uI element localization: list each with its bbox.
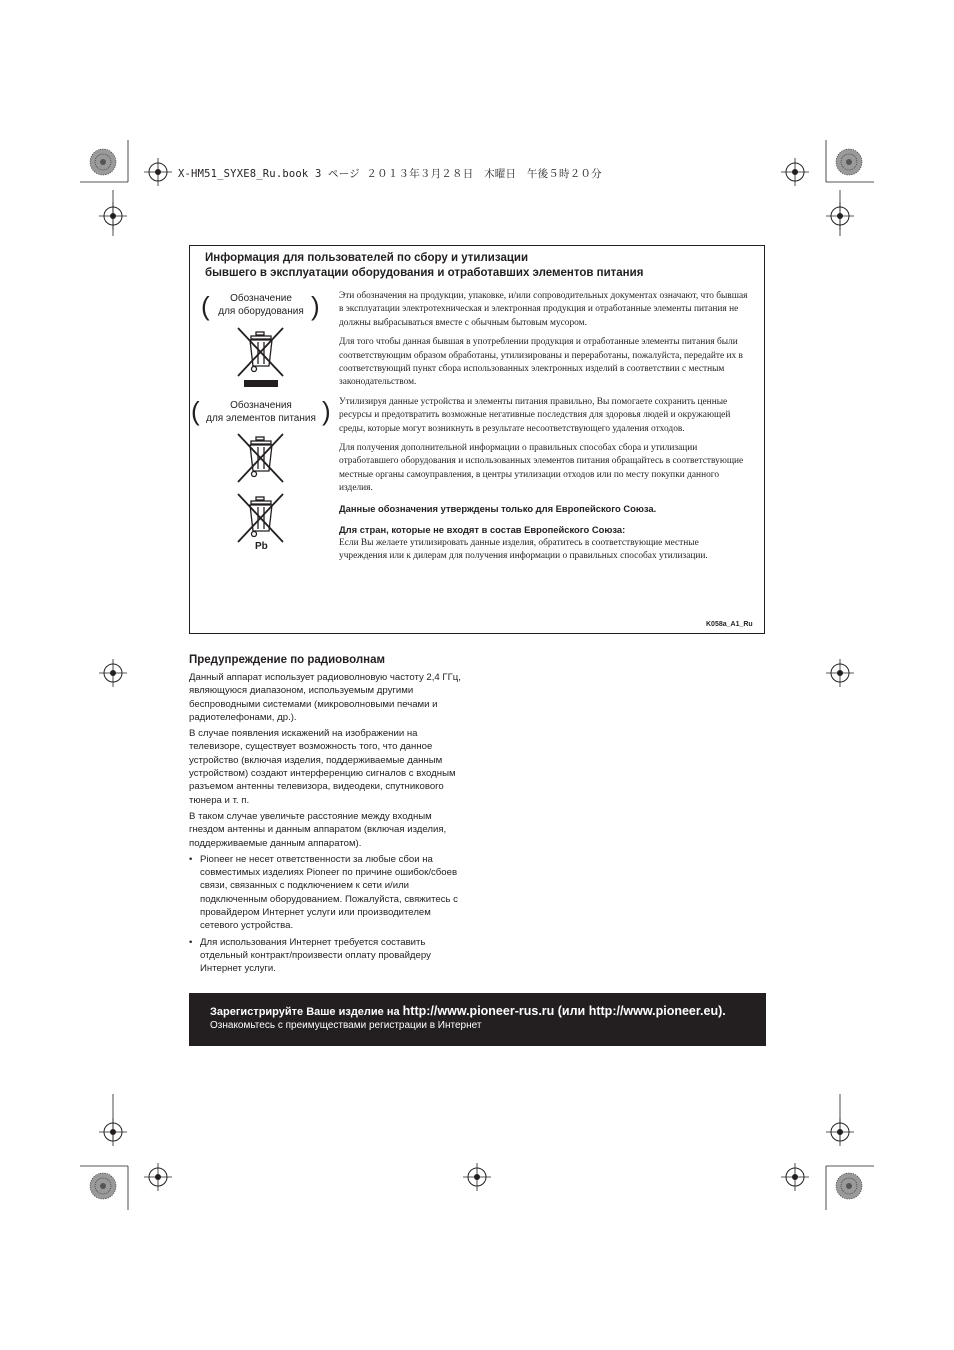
pioneer-rus-link[interactable]: http://www.pioneer-rus.ru xyxy=(402,1004,555,1018)
battery-symbol-label: Обозначения для элементов питания xyxy=(206,400,316,424)
paren-right: ) xyxy=(311,291,320,321)
disposal-info-title: Информация для пользователей по сбору и утилизации бывшего в эксплуатации оборудования и отработавших элементов питания xyxy=(205,252,644,279)
bullet-icon: • xyxy=(189,853,193,865)
paragraph: Если Вы желаете утилизировать данные изделия, обратитесь в соответствующие местные учреждения или к дилерам для получения информации о правильных способах утилизации. xyxy=(339,537,708,562)
pioneer-eu-link[interactable]: http://www.pioneer.eu xyxy=(588,1004,719,1018)
paragraph: Данный аппарат использует радиоволновую частоту 2,4 ГГц, являющуюся диапазоном, используемым другими беспроводными системами (микроволновыми печами и радиотелефонами, др.). xyxy=(189,672,461,723)
registration-star-icon xyxy=(836,1173,862,1199)
paragraph: Для того чтобы данная бывшая в употреблении продукция и отработанные элементы питания были соответствующим образом обработаны, утилизированы и переработаны, пожалуйста, передайте их в соответствующий пункт сбора использованных электронных изделий в соответствии с местным законодательством. xyxy=(339,337,743,388)
crosshair-icon xyxy=(99,659,127,687)
crosshair-icon xyxy=(144,1163,172,1191)
registration-star-icon xyxy=(90,1173,116,1199)
paren-right: ) xyxy=(322,396,331,426)
crosshair-icon xyxy=(781,1163,809,1191)
crosshair-icon xyxy=(144,158,172,186)
disposal-info-text xyxy=(339,290,749,570)
registration-line: Зарегистрируйте Ваше изделие на http://www.pioneer-rus.ru (или http://www.pioneer.eu). xyxy=(210,1004,726,1018)
bullet-item: • Для использования Интернет требуется составить отдельный контракт/произвести оплату провайдеру Интернет услуги. xyxy=(189,936,431,975)
paren-left: ( xyxy=(191,396,200,426)
paragraph: Утилизируя данные устройства и элементы питания правильно, Вы помогаете сохранить ценные ресурсы и предотвратить возможные негативные последствия для здоровья людей и окружающей среды, которые могут возникнуть в результате несоответствующего удаления отходов. xyxy=(339,396,731,434)
document-code: K058a_A1_Ru xyxy=(706,621,753,628)
registration-star-icon xyxy=(836,149,862,175)
paragraph: В таком случае увеличьте расстояние между входным гнездом антенны и данным аппаратом (включая изделия, поддерживаемые данным аппаратом). xyxy=(189,810,447,849)
registration-banner xyxy=(189,993,766,1046)
eu-note: Данные обозначения утверждены только для Европейского Союза. xyxy=(339,502,657,514)
crossed-bin-icon xyxy=(236,432,286,486)
bullet-icon: • xyxy=(189,936,193,948)
registration-star-icon xyxy=(90,149,116,175)
crossed-bin-icon xyxy=(236,324,286,388)
paragraph: Эти обозначения на продукции, упаковке, и/или сопроводительных документах означают, что бывшая в эксплуатации электротехническая и электронная продукция и отработанные элементы питания не должны выбрасываться вместе с обычным бытовым мусором. xyxy=(339,291,748,328)
paragraph: Для получения дополнительной информации о правильных способах сбора и утилизации отработавшего оборудования и использованных элементов питания обращайтесь в соответствующие местные органы самоуправления, в центры утилизации отходов или по месту покупки данного изделия. xyxy=(339,443,744,494)
paragraph: В случае появления искажений на изображении на телевизоре, существует возможность того, что данное устройство (включая изделия, поддерживаемые данным устройством) создают интерференцию сигналов с входным разъемом антенны телевизора, видеодеки, спутникового тюнера и т. п. xyxy=(189,728,456,806)
equipment-symbol-label: Обозначение для оборудования xyxy=(218,293,304,317)
crosshair-icon xyxy=(781,158,809,186)
radio-warning-text xyxy=(189,671,464,979)
paren-left: ( xyxy=(201,291,210,321)
pb-label: Pb xyxy=(255,541,268,552)
crossed-bin-icon xyxy=(236,492,286,546)
crosshair-icon xyxy=(826,659,854,687)
radio-warning-title: Предупреждение по радиоволнам xyxy=(189,654,385,666)
crosshair-icon xyxy=(463,1163,491,1191)
non-eu-heading: Для стран, которые не входят в состав Европейского Союза: xyxy=(339,523,626,535)
registration-subline: Ознакомьтесь с преимуществами регистрации в Интернет xyxy=(210,1020,482,1031)
print-header: X-HM51_SYXE8_Ru.book 3 ページ ２０１３年３月２８日 木曜日 午後５時２０分 xyxy=(178,168,602,180)
bullet-item: • Pioneer не несет ответственности за любые сбои на совместимых изделиях Pioneer по причине ошибок/сбоев связи, связанных с подключением к сети и/или подключенным оборудованием. Пожалуйста, свяжитесь с провайдером Интернет услуги или производителем сетевого устройства. xyxy=(189,853,458,932)
